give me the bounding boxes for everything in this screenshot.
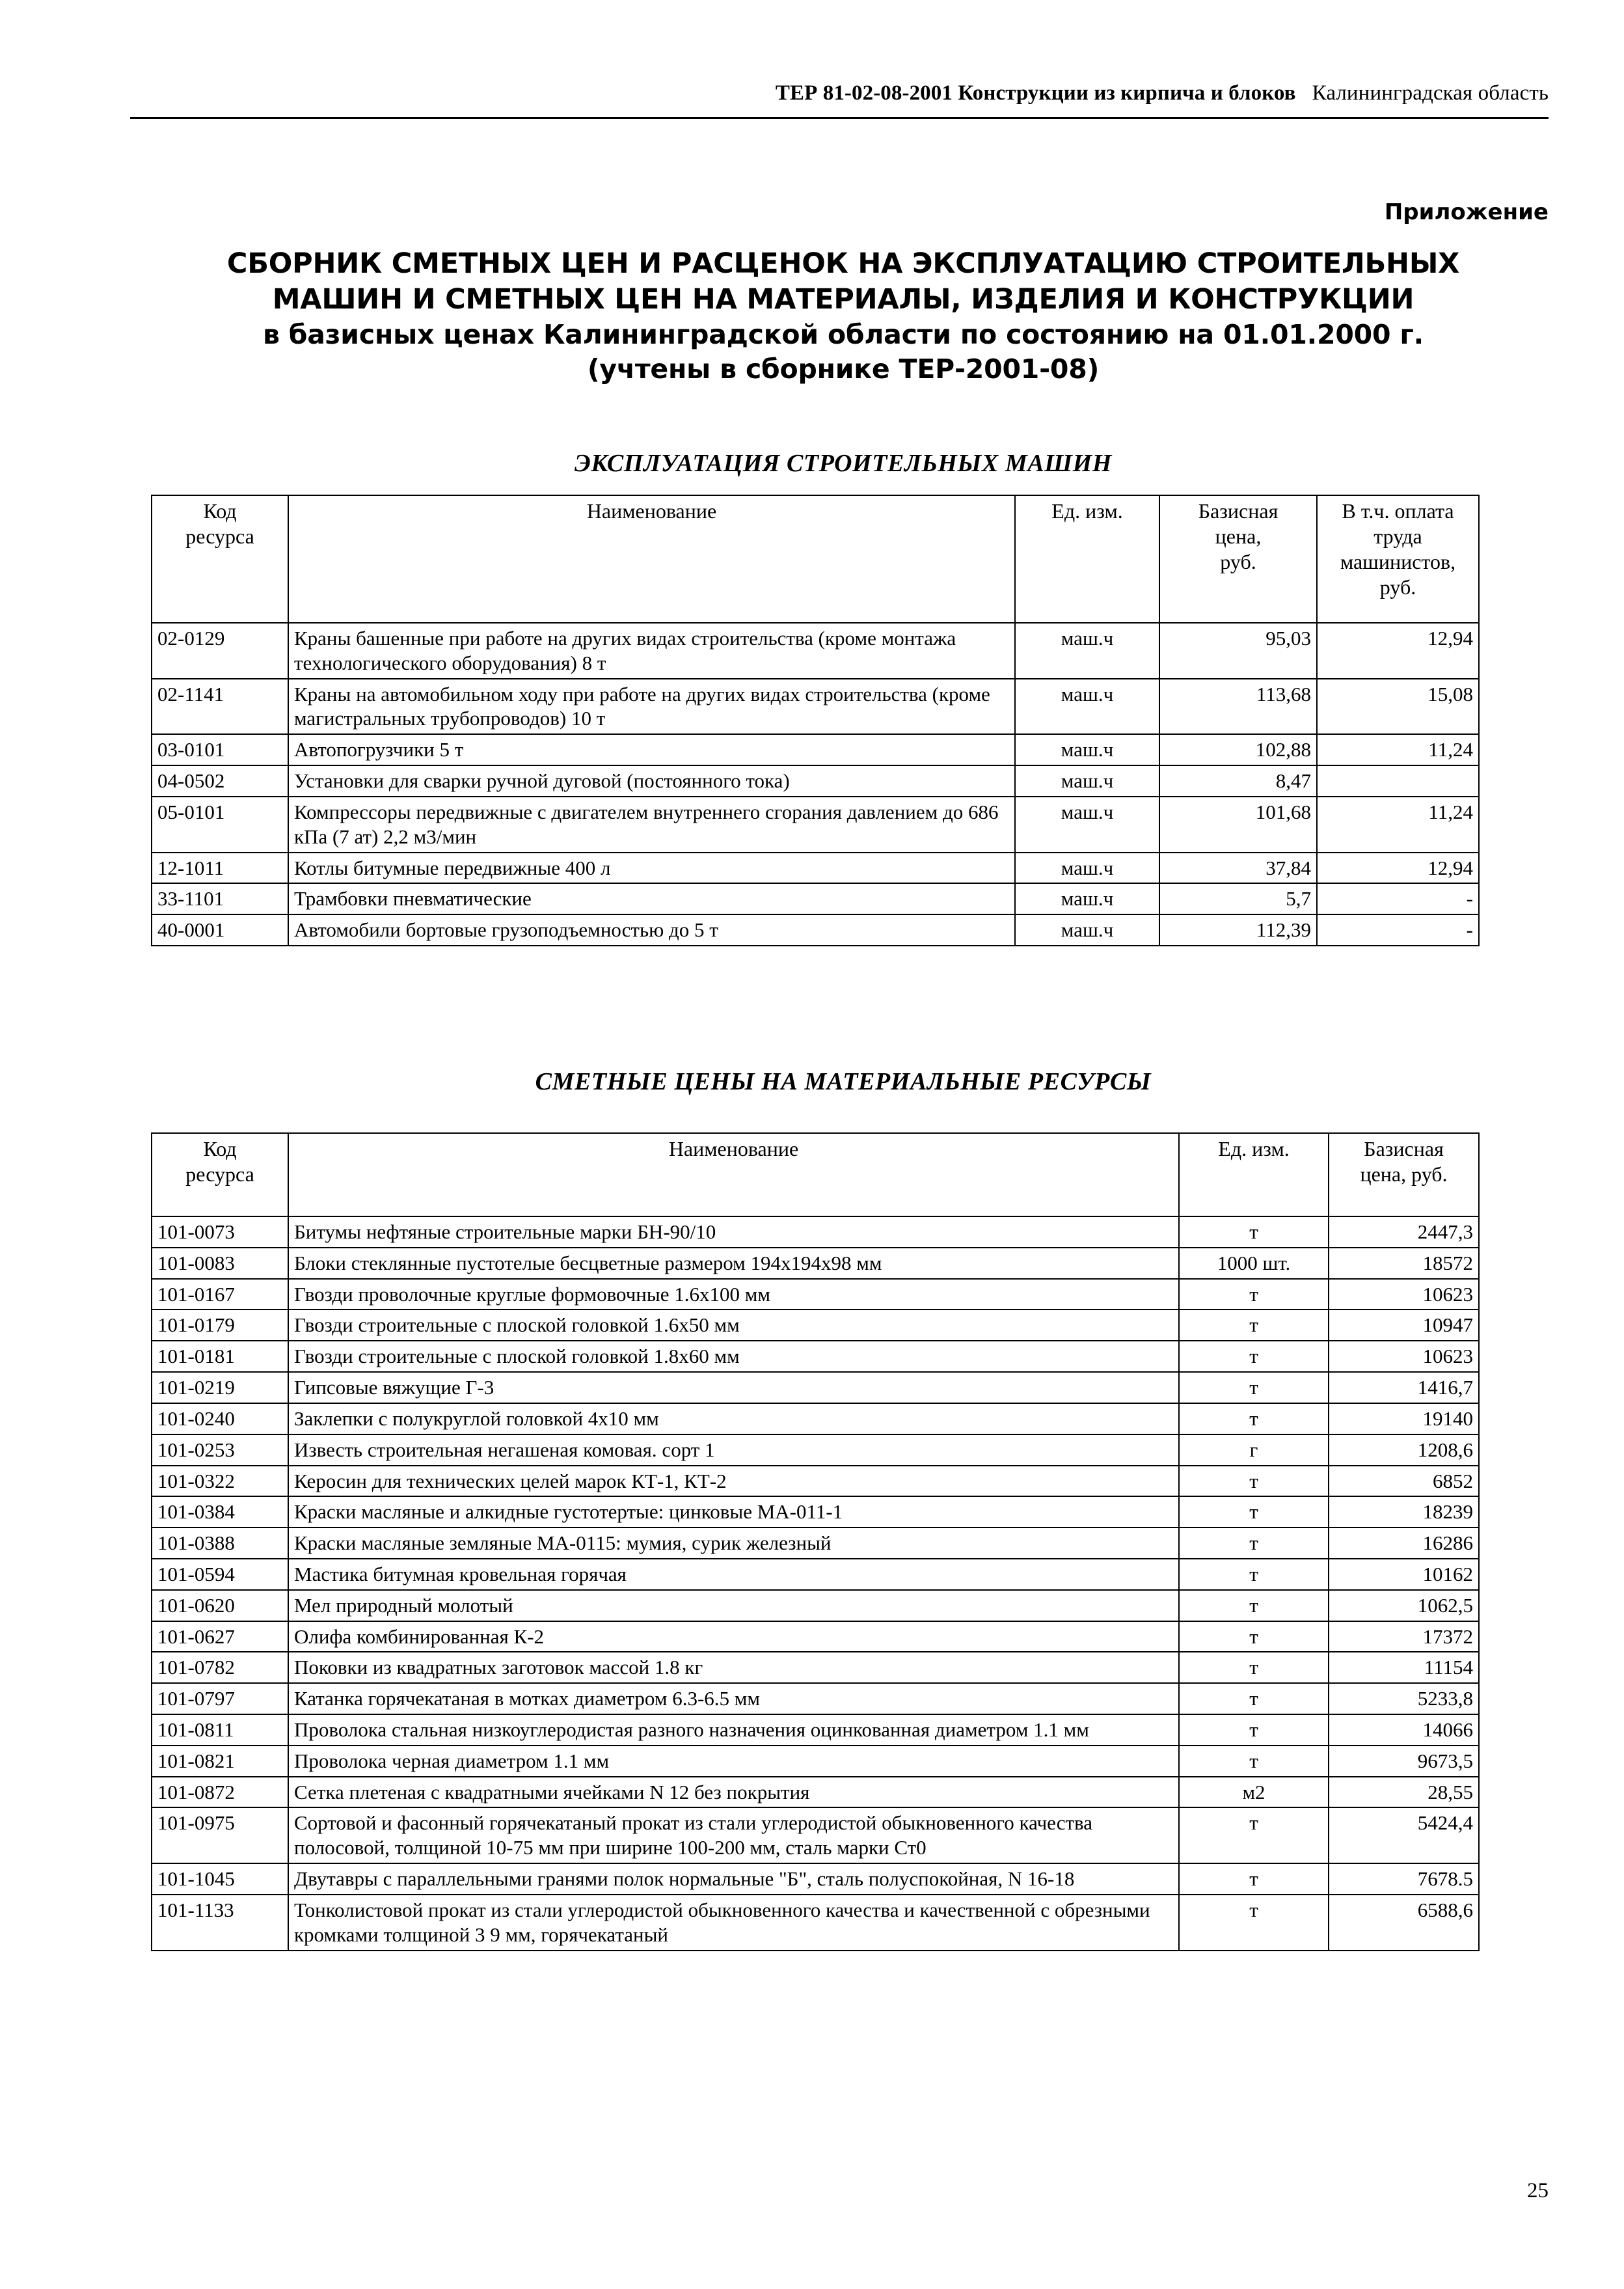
running-head: [130, 81, 1549, 105]
row-cell-price: 17372: [1329, 1621, 1479, 1652]
row-cell-name: Краски масляные и алкидные густотертые: цинковые МА-011-1: [288, 1496, 1179, 1528]
machines-table-header-row: [152, 495, 1479, 623]
table-row: [152, 623, 1479, 679]
table-row: [152, 1807, 1479, 1863]
row-cell-name: Краны на автомобильном ходу при работе на других видах строительства (кроме магистральных трубопроводов) 10 т: [288, 679, 1015, 735]
row-cell-code: 02-1141: [152, 679, 288, 735]
table-row: [152, 1621, 1479, 1652]
row-cell-price: 19140: [1329, 1403, 1479, 1434]
row-cell-unit: т: [1179, 1216, 1329, 1248]
row-cell-name: Мел природный молотый: [288, 1590, 1179, 1621]
table-row: [152, 734, 1479, 765]
row-cell-code: 04-0502: [152, 765, 288, 797]
row-cell-code: 101-0797: [152, 1683, 288, 1714]
table-row: [152, 1528, 1479, 1559]
row-cell-name: Проволока стальная низкоуглеродистая разного назначения оцинкованная диаметром 1.1 мм: [288, 1714, 1179, 1746]
row-cell-code: 101-0811: [152, 1714, 288, 1746]
row-cell-code: 101-0179: [152, 1309, 288, 1341]
row-cell-name: Поковки из квадратных заготовок массой 1.8 кг: [288, 1652, 1179, 1683]
machines-col-code-line2: ресурса: [185, 525, 254, 549]
row-cell-price: 18239: [1329, 1496, 1479, 1528]
row-cell-price: 9673,5: [1329, 1746, 1479, 1777]
page-number: 25: [1527, 2179, 1549, 2202]
row-cell-code: 40-0001: [152, 914, 288, 946]
machines-col-price: [1159, 495, 1317, 623]
row-cell-unit: т: [1179, 1807, 1329, 1863]
page-title-line-4: (учтены в сборнике ТЕР-2001-08): [587, 353, 1100, 385]
machines-col-labor-line4: руб.: [1379, 575, 1416, 599]
row-cell-labor: [1317, 765, 1479, 797]
table-row: [152, 1466, 1479, 1497]
machines-col-labor-line2: труда: [1374, 525, 1422, 549]
row-cell-unit: маш.ч: [1015, 883, 1159, 914]
row-cell-name: Проволока черная диаметром 1.1 мм: [288, 1746, 1179, 1777]
row-cell-unit: м2: [1179, 1777, 1329, 1808]
row-cell-code: 101-0388: [152, 1528, 288, 1559]
machines-col-code-line1: Код: [203, 499, 237, 523]
row-cell-unit: т: [1179, 1714, 1329, 1746]
row-cell-name: Катанка горячекатаная в мотках диаметром 6.3-6.5 мм: [288, 1683, 1179, 1714]
row-cell-unit: маш.ч: [1015, 679, 1159, 735]
table-row: [152, 1496, 1479, 1528]
row-cell-code: 101-0219: [152, 1372, 288, 1403]
materials-col-name: Наименование: [288, 1133, 1179, 1216]
row-cell-code: 101-0627: [152, 1621, 288, 1652]
row-cell-name: Двутавры с параллельными гранями полок нормальные "Б", сталь полуспокойная, N 16-18: [288, 1863, 1179, 1895]
row-cell-name: Автопогрузчики 5 т: [288, 734, 1015, 765]
page-title: [161, 246, 1525, 386]
row-cell-unit: 1000 шт.: [1179, 1248, 1329, 1279]
header-rule: [130, 117, 1549, 119]
table-row: [152, 1746, 1479, 1777]
row-cell-unit: т: [1179, 1372, 1329, 1403]
row-cell-code: 02-0129: [152, 623, 288, 679]
row-cell-labor: 12,94: [1317, 623, 1479, 679]
row-cell-unit: т: [1179, 1559, 1329, 1590]
running-head-region: Калининградская область: [1312, 81, 1549, 105]
table-row: [152, 1403, 1479, 1434]
page-title-line-2: МАШИН И СМЕТНЫХ ЦЕН НА МАТЕРИАЛЫ, ИЗДЕЛИЯ И КОНСТРУКЦИИ: [272, 283, 1414, 316]
row-cell-name: Керосин для технических целей марок КТ-1, КТ-2: [288, 1466, 1179, 1497]
row-cell-unit: т: [1179, 1528, 1329, 1559]
machines-col-price-line2: цена,: [1215, 525, 1262, 549]
row-cell-name: Котлы битумные передвижные 400 л: [288, 853, 1015, 884]
row-cell-unit: г: [1179, 1434, 1329, 1466]
section-caption-materials: СМЕТНЫЕ ЦЕНЫ НА МАТЕРИАЛЬНЫЕ РЕСУРСЫ: [535, 1068, 1152, 1095]
row-cell-name: Битумы нефтяные строительные марки БН-90/10: [288, 1216, 1179, 1248]
materials-col-price-line2: цена, руб.: [1360, 1162, 1448, 1186]
row-cell-name: Мастика битумная кровельная горячая: [288, 1559, 1179, 1590]
row-cell-name: Гвозди проволочные круглые формовочные 1.6х100 мм: [288, 1279, 1179, 1310]
row-cell-name: Блоки стеклянные пустотелые бесцветные размером 194х194х98 мм: [288, 1248, 1179, 1279]
table-row: [152, 1372, 1479, 1403]
table-row: [152, 1590, 1479, 1621]
row-cell-unit: т: [1179, 1863, 1329, 1895]
row-cell-name: Трамбовки пневматические: [288, 883, 1015, 914]
running-head-code: ТЕР 81-02-08-2001: [775, 81, 953, 105]
row-cell-code: 33-1101: [152, 883, 288, 914]
row-cell-name: Гвозди строительные с плоской головкой 1.8х60 мм: [288, 1341, 1179, 1372]
row-cell-name: Краски масляные земляные МА-0115: мумия, сурик железный: [288, 1528, 1179, 1559]
row-cell-name: Автомобили бортовые грузоподъемностью до 5 т: [288, 914, 1015, 946]
materials-col-price: [1329, 1133, 1479, 1216]
row-cell-price: 5424,4: [1329, 1807, 1479, 1863]
table-row: [152, 883, 1479, 914]
appendix-label: Приложение: [1384, 199, 1549, 225]
row-cell-code: 12-1011: [152, 853, 288, 884]
materials-col-code: [152, 1133, 288, 1216]
materials-col-price-line1: Базисная: [1364, 1137, 1444, 1160]
row-cell-labor: -: [1317, 914, 1479, 946]
table-row: [152, 797, 1479, 853]
row-cell-unit: т: [1179, 1466, 1329, 1497]
table-row: [152, 679, 1479, 735]
row-cell-code: 101-0821: [152, 1746, 288, 1777]
row-cell-code: 101-0181: [152, 1341, 288, 1372]
table-row: [152, 1895, 1479, 1951]
row-cell-price: 10162: [1329, 1559, 1479, 1590]
row-cell-code: 101-0322: [152, 1466, 288, 1497]
row-cell-unit: т: [1179, 1590, 1329, 1621]
row-cell-unit: маш.ч: [1015, 914, 1159, 946]
table-row: [152, 1216, 1479, 1248]
row-cell-price: 2447,3: [1329, 1216, 1479, 1248]
row-cell-name: Олифа комбинированная К-2: [288, 1621, 1179, 1652]
row-cell-unit: т: [1179, 1652, 1329, 1683]
row-cell-name: Установки для сварки ручной дуговой (постоянного тока): [288, 765, 1015, 797]
row-cell-labor: 11,24: [1317, 797, 1479, 853]
row-cell-code: 101-0975: [152, 1807, 288, 1863]
row-cell-code: 101-0167: [152, 1279, 288, 1310]
row-cell-unit: т: [1179, 1621, 1329, 1652]
row-cell-code: 101-0240: [152, 1403, 288, 1434]
table-row: [152, 1279, 1479, 1310]
table-row: [152, 1434, 1479, 1466]
table-row: [152, 1309, 1479, 1341]
page-title-line-1: СБОРНИК СМЕТНЫХ ЦЕН И РАСЦЕНОК НА ЭКСПЛУАТАЦИЮ СТРОИТЕЛЬНЫХ: [226, 247, 1460, 280]
row-cell-code: 101-0782: [152, 1652, 288, 1683]
row-cell-name: Сортовой и фасонный горячекатаный прокат из стали углеродистой обыкновенного качества полосовой, толщиной 10-75 мм при ширине 100-200 мм, сталь марки Ст0: [288, 1807, 1179, 1863]
table-row: [152, 1341, 1479, 1372]
row-cell-unit: маш.ч: [1015, 853, 1159, 884]
row-cell-labor: 12,94: [1317, 853, 1479, 884]
row-cell-labor: -: [1317, 883, 1479, 914]
row-cell-name: Гипсовые вяжущие Г-3: [288, 1372, 1179, 1403]
machines-col-code: [152, 495, 288, 623]
row-cell-unit: маш.ч: [1015, 765, 1159, 797]
row-cell-price: 28,55: [1329, 1777, 1479, 1808]
table-row: [152, 1683, 1479, 1714]
machines-col-price-line1: Базисная: [1198, 499, 1279, 523]
machines-col-unit: Ед. изм.: [1015, 495, 1159, 623]
materials-col-unit: Ед. изм.: [1179, 1133, 1329, 1216]
row-cell-code: 101-0083: [152, 1248, 288, 1279]
row-cell-labor: 15,08: [1317, 679, 1479, 735]
row-cell-code: 101-0620: [152, 1590, 288, 1621]
row-cell-price: 7678.5: [1329, 1863, 1479, 1895]
row-cell-name: Краны башенные при работе на других видах строительства (кроме монтажа технологического оборудования) 8 т: [288, 623, 1015, 679]
row-cell-name: Сетка плетеная с квадратными ячейками N 12 без покрытия: [288, 1777, 1179, 1808]
table-row: [152, 1248, 1479, 1279]
row-cell-price: 18572: [1329, 1248, 1479, 1279]
table-row: [152, 914, 1479, 946]
row-cell-name: Заклепки с полукруглой головкой 4х10 мм: [288, 1403, 1179, 1434]
row-cell-code: 101-0384: [152, 1496, 288, 1528]
row-cell-unit: т: [1179, 1746, 1329, 1777]
row-cell-price: 11154: [1329, 1652, 1479, 1683]
materials-table: [151, 1132, 1480, 1951]
row-cell-unit: т: [1179, 1309, 1329, 1341]
row-cell-code: 101-1045: [152, 1863, 288, 1895]
row-cell-unit: т: [1179, 1279, 1329, 1310]
machines-col-price-line3: руб.: [1220, 550, 1256, 574]
row-cell-price: 6852: [1329, 1466, 1479, 1497]
row-cell-name: Гвозди строительные с плоской головкой 1.6х50 мм: [288, 1309, 1179, 1341]
row-cell-price: 10623: [1329, 1279, 1479, 1310]
row-cell-code: 101-1133: [152, 1895, 288, 1951]
machines-col-labor: [1317, 495, 1479, 623]
row-cell-unit: т: [1179, 1895, 1329, 1951]
row-cell-unit: маш.ч: [1015, 623, 1159, 679]
row-cell-unit: т: [1179, 1341, 1329, 1372]
materials-col-code-line1: Код: [203, 1137, 237, 1160]
row-cell-price: 5233,8: [1329, 1683, 1479, 1714]
row-cell-price: 16286: [1329, 1528, 1479, 1559]
row-cell-price: 37,84: [1159, 853, 1317, 884]
table-row: [152, 1714, 1479, 1746]
row-cell-price: 1416,7: [1329, 1372, 1479, 1403]
row-cell-price: 14066: [1329, 1714, 1479, 1746]
table-row: [152, 1777, 1479, 1808]
machines-col-name: Наименование: [288, 495, 1015, 623]
row-cell-unit: маш.ч: [1015, 797, 1159, 853]
row-cell-code: 03-0101: [152, 734, 288, 765]
row-cell-price: 5,7: [1159, 883, 1317, 914]
row-cell-labor: 11,24: [1317, 734, 1479, 765]
section-caption-machines: ЭКСПЛУАТАЦИЯ СТРОИТЕЛЬНЫХ МАШИН: [575, 450, 1112, 477]
row-cell-code: 101-0073: [152, 1216, 288, 1248]
table-row: [152, 1559, 1479, 1590]
machines-table: [151, 495, 1480, 946]
row-cell-price: 113,68: [1159, 679, 1317, 735]
page-title-line-3: в базисных ценах Калининградской области по состоянию на 01.01.2000 г.: [262, 319, 1424, 351]
row-cell-name: Известь строительная негашеная комовая. сорт 1: [288, 1434, 1179, 1466]
row-cell-price: 112,39: [1159, 914, 1317, 946]
row-cell-code: 05-0101: [152, 797, 288, 853]
row-cell-price: 102,88: [1159, 734, 1317, 765]
row-cell-unit: т: [1179, 1403, 1329, 1434]
row-cell-code: 101-0253: [152, 1434, 288, 1466]
row-cell-unit: т: [1179, 1683, 1329, 1714]
row-cell-name: Компрессоры передвижные с двигателем внутреннего сгорания давлением до 686 кПа (7 ат) 2,2 м3/мин: [288, 797, 1015, 853]
running-head-subject: Конструкции из кирпича и блоков: [958, 81, 1296, 105]
materials-col-code-line2: ресурса: [185, 1162, 254, 1186]
row-cell-unit: т: [1179, 1496, 1329, 1528]
table-row: [152, 853, 1479, 884]
row-cell-code: 101-0594: [152, 1559, 288, 1590]
row-cell-code: 101-0872: [152, 1777, 288, 1808]
row-cell-name: Тонколистовой прокат из стали углеродистой обыкновенного качества и качественной с обрезными кромками толщиной 3 9 мм, горячекатаный: [288, 1895, 1179, 1951]
table-row: [152, 1652, 1479, 1683]
row-cell-price: 95,03: [1159, 623, 1317, 679]
row-cell-price: 1208,6: [1329, 1434, 1479, 1466]
row-cell-price: 10947: [1329, 1309, 1479, 1341]
materials-table-header-row: [152, 1133, 1479, 1216]
row-cell-price: 6588,6: [1329, 1895, 1479, 1951]
machines-col-labor-line3: машинистов,: [1340, 550, 1456, 574]
machines-col-labor-line1: В т.ч. оплата: [1342, 499, 1454, 523]
table-row: [152, 765, 1479, 797]
row-cell-price: 101,68: [1159, 797, 1317, 853]
row-cell-price: 10623: [1329, 1341, 1479, 1372]
row-cell-unit: маш.ч: [1015, 734, 1159, 765]
row-cell-price: 8,47: [1159, 765, 1317, 797]
table-row: [152, 1863, 1479, 1895]
row-cell-price: 1062,5: [1329, 1590, 1479, 1621]
